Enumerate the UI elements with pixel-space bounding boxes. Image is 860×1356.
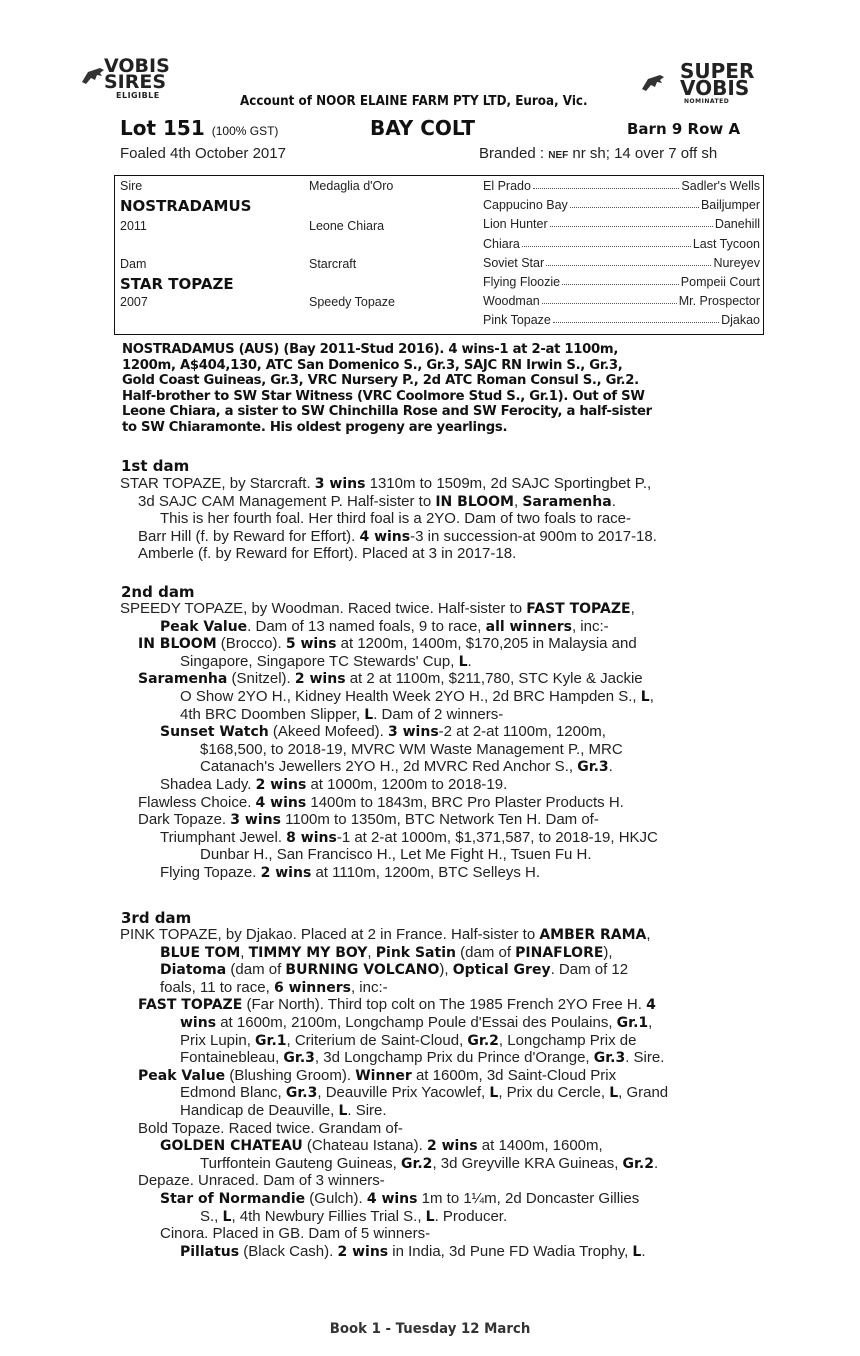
horse-icon <box>80 66 106 86</box>
pedigree-line: SPEEDY TOPAZE, by Woodman. Raced twice. Half-sister to FAST TOPAZE, <box>120 600 635 617</box>
pedigree-line: Amberle (f. by Reward for Effort). Placed at 3 in 2017-18. <box>138 545 517 563</box>
pedigree-line: Pillatus (Black Cash). 2 wins in India, 3d Pune FD Wadia Trophy, L. <box>180 1242 646 1260</box>
ancestor-row <box>483 217 760 231</box>
ancestor-row <box>483 237 760 251</box>
ancestor-parent: Mr. Prospector <box>678 294 760 309</box>
pedigree-line: Triumphant Jewel. 8 wins-1 at 2-at 1000m, $1,371,587, to 2018-19, HKJC <box>160 828 658 846</box>
sire-summary-line: Gold Coast Guineas, Gr.3, VRC Nursery P., 2d ATC Roman Consul S., Gr.2. <box>122 373 639 388</box>
ancestor-parent: Djakao <box>721 313 760 328</box>
pedigree-line: Diatoma (dam of BURNING VOLCANO), Optical Grey. Dam of 12 <box>160 961 629 979</box>
first-dam-heading: 1st dam <box>121 457 190 475</box>
pedigree-line: wins at 1600m, 2100m, Longchamp Poule d'Essai des Poulains, Gr.1, <box>180 1014 653 1031</box>
sire-summary <box>122 342 762 435</box>
second-dam-heading: 2nd dam <box>121 583 195 601</box>
pedigree-line: PINK TOPAZE, by Djakao. Placed at 2 in France. Half-sister to AMBER RAMA, <box>120 926 651 943</box>
pedigree-line: Flawless Choice. 4 wins 1400m to 1843m, BRC Pro Plaster Products H. <box>138 793 624 811</box>
pedigree-line: Prix Lupin, Gr.1, Criterium de Saint-Cloud, Gr.2, Longchamp Prix de <box>180 1031 637 1049</box>
pedigree-line: Flying Topaze. 2 wins at 1110m, 1200m, BTC Selleys H. <box>160 864 540 881</box>
lot-number: Lot 151 (100% GST) <box>120 116 279 140</box>
ancestor-row <box>483 256 760 270</box>
pedigree-line: FAST TOPAZE (Far North). Third top colt on The 1985 French 2YO Free H. 4 <box>138 996 656 1014</box>
page-footer: Book 1 - Tuesday 12 March <box>329 1321 531 1337</box>
ancestor-parent: Nureyev <box>713 255 760 270</box>
pedigree-line: Peak Value (Blushing Groom). Winner at 1600m, 3d Saint-Cloud Prix <box>138 1066 617 1084</box>
ancestor-sire: Pink Topaze <box>483 313 551 328</box>
brand-info: Branded : NEF nr sh; 14 over 7 off sh <box>479 145 718 162</box>
pedigree-line: Fontainebleau, Gr.3, 3d Longchamp Prix du Prince d'Orange, Gr.3. Sire. <box>180 1049 665 1067</box>
ancestor-parent: Last Tycoon <box>692 236 760 251</box>
dam-name: STAR TOPAZE <box>120 275 234 293</box>
ancestor-sire: Chiara <box>483 236 520 251</box>
foaled-date: Foaled 4th October 2017 <box>120 145 286 162</box>
sire-summary-line: Leone Chiara, a sister to SW Chinchilla Rose and SW Ferocity, a half-sister <box>122 404 652 419</box>
sire-summary-line: 1200m, A$404,130, ATC San Domenico S., Gr.3, SAJC RN Irwin S., Gr.3, <box>122 357 623 373</box>
sire-summary-line: Half-brother to SW Star Witness (VRC Coolmore Stud S., Gr.1). Out of SW <box>122 388 645 404</box>
pedigree-line: Saramenha (Snitzel). 2 wins at 2 at 1100m, $211,780, STC Kyle & Jackie <box>138 670 643 688</box>
pedigree-table: Sire NOSTRADAMUS 2011 Dam STAR TOPAZE 2007 Medaglia d'Oro Leone Chiara Starcraft Speedy Topaze El Prado Sadler's Wells Cappucino Bay Bailjumper Lion Hunter Danehill Chiara Last Tycoon Soviet Star Nureyev Flying Floozie Pompeii Court Woodman Mr. Prospector Pink Topaze Djakao <box>114 175 764 335</box>
pedigree-line: This is her fourth foal. Her third foal is a 2YO. Dam of two foals to race- <box>160 510 632 528</box>
pedigree-line: Barr Hill (f. by Reward for Effort). 4 wins-3 in succession-at 900m to 2017-18. <box>138 527 657 545</box>
super-vobis-logo: SUPER VOBIS NOMINATED <box>640 63 754 105</box>
pedigree-line: Peak Value. Dam of 13 named foals, 9 to race, all winners, inc:- <box>160 617 609 635</box>
ancestor-parent: Pompeii Court <box>680 275 760 289</box>
pedigree-line: foals, 11 to race, 6 winners, inc:- <box>160 978 388 996</box>
pedigree-line: Singapore, Singapore TC Stewards' Cup, L. <box>180 652 472 670</box>
ancestor-sire: Woodman <box>483 294 540 309</box>
pedigree-line: Sunset Watch (Akeed Mofeed). 3 wins-2 at 2-at 1100m, 1200m, <box>160 723 606 741</box>
pedigree-line: Star of Normandie (Gulch). 4 wins 1m to 1¼m, 2d Doncaster Gillies <box>160 1190 640 1207</box>
ancestor-row <box>483 198 760 212</box>
pedigree-line: S., L, 4th Newbury Fillies Trial S., L. Producer. <box>200 1207 508 1225</box>
ancestor-row <box>483 294 760 308</box>
pedigree-line: BLUE TOM, TIMMY MY BOY, Pink Satin (dam of PINAFLORE), <box>160 943 613 961</box>
ancestor-sire: Cappucino Bay <box>483 198 568 213</box>
pedigree-line: $168,500, to 2018-19, MVRC WM Waste Management P., MRC <box>200 740 623 758</box>
pedigree-line: Edmond Blanc, Gr.3, Deauville Prix Yacowlef, L, Prix du Cercle, L, Grand <box>180 1084 669 1102</box>
pedigree-line: Cinora. Placed in GB. Dam of 5 winners- <box>160 1225 431 1243</box>
ancestor-parent: Sadler's Wells <box>681 179 760 193</box>
pedigree-line: Handicap de Deauville, L. Sire. <box>180 1102 387 1119</box>
ancestor-row <box>483 313 760 327</box>
third-dam-heading: 3rd dam <box>121 909 192 927</box>
ancestor-row <box>483 275 760 289</box>
sire-summary-line: to SW Chiaramonte. His oldest progeny are yearlings. <box>122 419 508 435</box>
pedigree-line: Turffontein Gauteng Guineas, Gr.2, 3d Greyville KRA Guineas, Gr.2. <box>200 1154 659 1172</box>
ancestor-row <box>483 179 760 193</box>
pedigree-line: STAR TOPAZE, by Starcraft. 3 wins 1310m to 1509m, 2d SAJC Sportingbet P., <box>120 475 652 492</box>
pedigree-line: Catanach's Jewellers 2YO H., 2d MVRC Red Anchor S., Gr.3. <box>200 758 613 776</box>
ancestor-sire: Soviet Star <box>483 255 545 270</box>
ancestor-sire: El Prado <box>483 179 531 193</box>
ancestor-sire: Lion Hunter <box>483 217 548 232</box>
pedigree-line: O Show 2YO H., Kidney Health Week 2YO H., 2d BRC Hampden S., L, <box>180 688 654 705</box>
pedigree-line: Bold Topaze. Raced twice. Grandam of- <box>138 1119 403 1137</box>
pedigree-line: Shadea Lady. 2 wins at 1000m, 1200m to 2018-19. <box>160 776 508 793</box>
pedigree-line: Dunbar H., San Francisco H., Let Me Fight H., Tsuen Fu H. <box>200 846 592 864</box>
ancestor-sire: Flying Floozie <box>483 275 561 289</box>
sire-name: NOSTRADAMUS <box>120 197 252 215</box>
pedigree-line: Depaze. Unraced. Dam of 3 winners- <box>138 1172 385 1190</box>
ancestor-parent: Bailjumper <box>700 198 760 213</box>
pedigree-line: IN BLOOM (Brocco). 5 wins at 1200m, 1400m, $170,205 in Malaysia and <box>138 635 637 653</box>
vobis-sires-logo: VOBIS SIRES ELIGIBLE <box>80 58 170 100</box>
pedigree-line: 3d SAJC CAM Management P. Half-sister to IN BLOOM, Saramenha. <box>138 492 616 510</box>
sire-summary-line: NOSTRADAMUS (AUS) (Bay 2011-Stud 2016). 4 wins-1 at 2-at 1100m, <box>122 342 619 357</box>
barn-location: Barn 9 Row A <box>627 120 741 138</box>
ancestor-parent: Danehill <box>714 217 760 232</box>
vendor-account: Account of NOOR ELAINE FARM PTY LTD, Euroa, Vic. <box>240 94 588 109</box>
pedigree-line: 4th BRC Doomben Slipper, L. Dam of 2 winners- <box>180 705 504 723</box>
pedigree-line: Dark Topaze. 3 wins 1100m to 1350m, BTC Network Ten H. Dam of- <box>138 811 599 829</box>
pedigree-line: GOLDEN CHATEAU (Chateau Istana). 2 wins at 1400m, 1600m, <box>160 1137 603 1155</box>
horse-icon <box>640 73 666 93</box>
lot-description: BAY COLT <box>370 116 476 140</box>
